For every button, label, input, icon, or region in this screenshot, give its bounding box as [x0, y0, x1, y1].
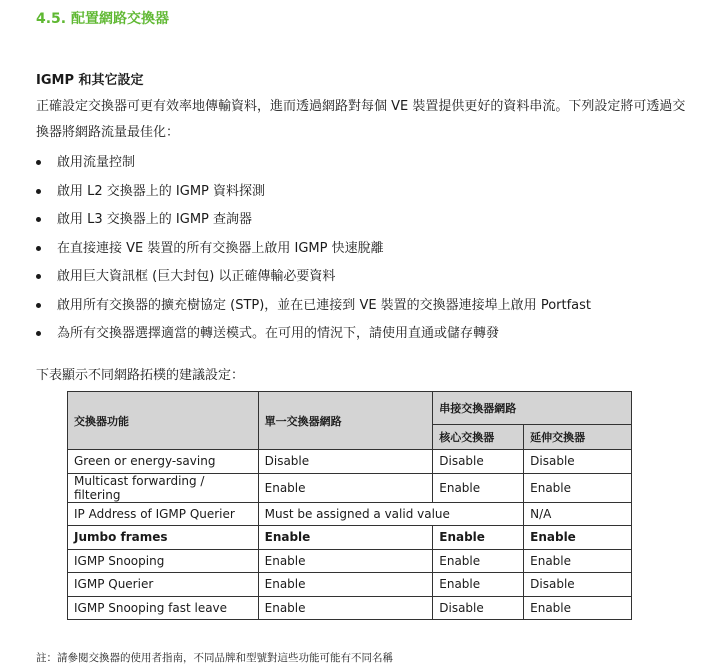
cell-single: Enable [258, 549, 433, 573]
bullet-dot-icon [36, 160, 41, 165]
cell-core: Enable [433, 526, 524, 550]
table-row [68, 526, 632, 550]
cell-function: Green or energy-saving [68, 450, 259, 474]
bullet-text: 啟用所有交換器的擴充樹協定 (STP)，並在已連接到 VE 裝置的交換器連接埠上啟用 Portfast [57, 297, 591, 313]
table-row [68, 596, 632, 620]
cell-single-and-core: Must be assigned a valid value [258, 502, 524, 526]
cell-edge: Disable [524, 450, 632, 474]
bullet-item [36, 206, 591, 235]
switch-settings-table [67, 391, 632, 620]
bullet-dot-icon [36, 189, 41, 194]
cell-edge: Enable [524, 473, 632, 502]
cell-function: IGMP Querier [68, 573, 259, 597]
bullet-text: 啟用巨大資訊框 (巨大封包) 以正確傳輸必要資料 [57, 269, 336, 284]
intro-paragraph: 正確設定交換器可更有效率地傳輸資料，進而透過網路對每個 VE 裝置提供更好的資料串流。下列設定將可透過交換器將網路流量最佳化： [36, 99, 686, 140]
cell-function: IGMP Snooping fast leave [68, 596, 259, 620]
header-cascaded-switch: 串接交換器網路 [433, 392, 632, 425]
bullet-item [36, 235, 591, 264]
cell-core: Enable [433, 573, 524, 597]
cell-function: Jumbo frames [68, 526, 259, 550]
cell-edge: Enable [524, 526, 632, 550]
cell-function: IP Address of IGMP Querier [68, 502, 259, 526]
table-intro: 下表顯示不同網路拓樸的建議設定： [36, 368, 245, 383]
bullet-text: 在直接連接 VE 裝置的所有交換器上啟用 IGMP 快速脫離 [57, 240, 384, 256]
bullet-dot-icon [36, 274, 41, 279]
table-row [68, 502, 632, 526]
table-row [68, 450, 632, 474]
cell-edge: N/A [524, 502, 632, 526]
cell-single: Enable [258, 596, 433, 620]
bullet-item [36, 320, 591, 349]
bullet-dot-icon [36, 331, 41, 336]
table-row [68, 573, 632, 597]
cell-single: Enable [258, 526, 433, 550]
header-function: 交換器功能 [68, 392, 259, 450]
cell-single: Enable [258, 473, 433, 502]
table-row [68, 473, 632, 502]
header-core-switch: 核心交換器 [433, 425, 524, 450]
cell-function: IGMP Snooping [68, 549, 259, 573]
bullet-item [36, 263, 591, 292]
bullet-item [36, 149, 591, 178]
bullet-text: 啟用 L3 交換器上的 IGMP 查詢器 [57, 212, 253, 227]
header-single-switch: 單一交換器網路 [258, 392, 433, 450]
bullet-dot-icon [36, 217, 41, 222]
bullet-dot-icon [36, 246, 41, 251]
cell-core: Enable [433, 473, 524, 502]
cell-function: Multicast forwarding / filtering [68, 473, 259, 502]
bullet-item [36, 178, 591, 207]
cell-single: Disable [258, 450, 433, 474]
settings-bullet-list [36, 149, 591, 349]
bullet-text: 啟用 L2 交換器上的 IGMP 資料探測 [57, 183, 266, 199]
table-row [68, 549, 632, 573]
header-edge-switch: 延伸交換器 [524, 425, 632, 450]
cell-core: Enable [433, 549, 524, 573]
footnote: 註：請參閱交換器的使用者指南，不同品牌和型號對這些功能可能有不同名稱 [36, 652, 393, 664]
cell-core: Disable [433, 450, 524, 474]
bullet-text: 為所有交換器選擇適當的轉送模式。在可用的情況下，請使用直通或儲存轉發 [57, 326, 500, 341]
cell-single: Enable [258, 573, 433, 597]
subheading: IGMP 和其它設定 [36, 73, 144, 88]
cell-edge: Enable [524, 596, 632, 620]
bullet-text: 啟用流量控制 [57, 155, 136, 170]
section-title: 4.5. 配置網路交換器 [36, 11, 169, 27]
cell-edge: Enable [524, 549, 632, 573]
bullet-item [36, 292, 591, 321]
bullet-dot-icon [36, 303, 41, 308]
cell-core: Disable [433, 596, 524, 620]
cell-edge: Disable [524, 573, 632, 597]
